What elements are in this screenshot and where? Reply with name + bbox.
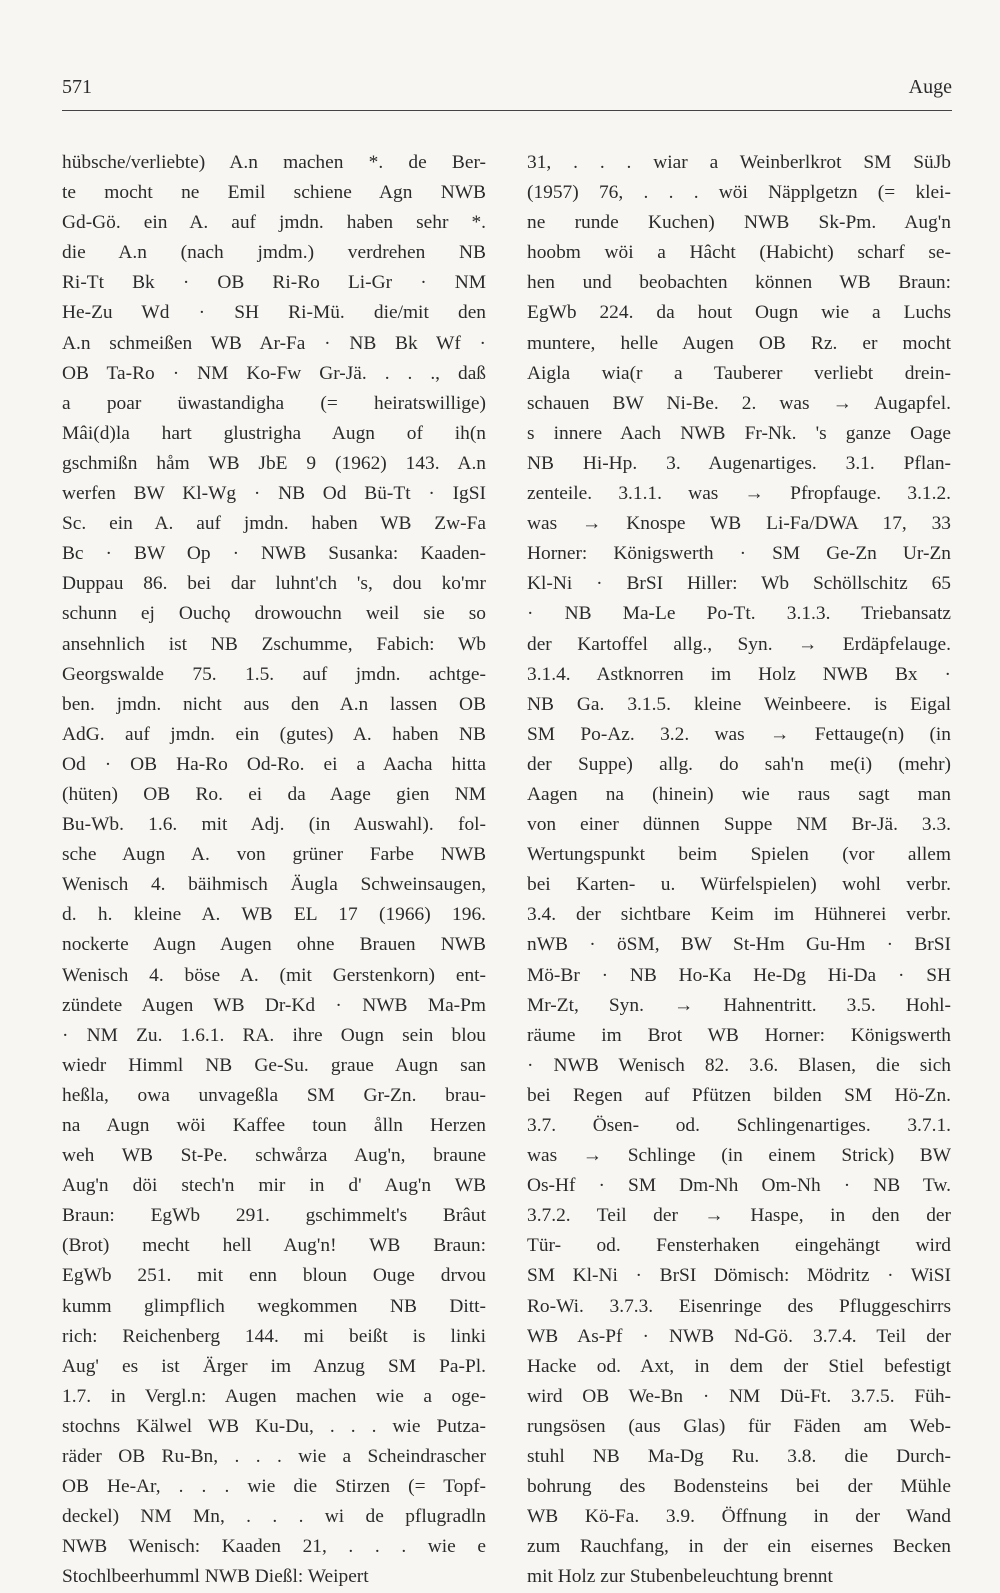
text-line: (1957) 76, . . . wöi Näpplgetzn (= klei- (527, 182, 951, 204)
text-line: wiedr Himml NB Ge-Su. graue Augn san (62, 1054, 486, 1076)
text-line: Os-Hf · SM Dm-Nh Om-Nh · NB Tw. (527, 1175, 951, 1197)
text-line: Hacke od. Axt, in dem der Stiel befestigt (527, 1355, 951, 1377)
text-line: Wertungspunkt beim Spielen (vor allem (527, 844, 951, 866)
text-line: Gd-Gö. ein A. auf jmdn. haben sehr *. (62, 212, 486, 234)
text-line: 31, . . . wiar a Weinberlkrot SM SüJb (527, 152, 951, 173)
text-line: sche Augn A. von grüner Farbe NWB (62, 844, 486, 866)
text-line: muntere, helle Augen OB Rz. er mocht (527, 332, 951, 354)
header-rule (62, 110, 952, 111)
text-line: NB Ga. 3.1.5. kleine Weinbeere. is Eigal (527, 693, 951, 715)
text-line: kumm glimpflich wegkommen NB Ditt- (62, 1295, 486, 1317)
text-line: zündete Augen WB Dr-Kd · NWB Ma-Pm (62, 994, 486, 1016)
text-line: räume im Brot WB Horner: Königswerth (527, 1024, 951, 1046)
text-line: nockerte Augn Augen ohne Brauen NWB (62, 934, 486, 956)
text-line: Sc. ein A. auf jmdn. haben WB Zw-Fa (62, 513, 486, 535)
text-line: Od · OB Ha-Ro Od-Ro. ei a Aacha hitta (62, 753, 486, 775)
text-line: Ro-Wi. 3.7.3. Eisenringe des Pfluggeschirrs (527, 1295, 951, 1317)
text-line: 1.7. in Vergl.n: Augen machen wie a oge- (62, 1385, 486, 1407)
text-line: Braun: EgWb 291. gschimmelt's Brâut (62, 1205, 486, 1227)
text-line: Aug' es ist Ärger im Anzug SM Pa-Pl. (62, 1355, 486, 1377)
text-line: (hüten) OB Ro. ei da Aage gien NM (62, 783, 486, 805)
text-line: SM Kl-Ni · BrSI Dömisch: Mödritz · WiSI (527, 1265, 951, 1287)
text-line: SM Po-Az. 3.2. was → Fettauge(n) (in (527, 723, 951, 745)
text-line: bei Regen auf Pfützen bilden SM Hö-Zn. (527, 1084, 951, 1106)
text-line: mit Holz zur Stubenbeleuchtung brennt (527, 1566, 833, 1588)
text-line: 3.1.4. Astknorren im Holz NWB Bx · (527, 663, 951, 685)
text-line: Tür- od. Fensterhaken eingehängt wird (527, 1235, 951, 1257)
text-line: a poar üwastandigha (= heiratswillige) (62, 392, 486, 414)
text-line: hen und beobachten können WB Braun: (527, 272, 951, 294)
text-line: NB Hi-Hp. 3. Augenartiges. 3.1. Pflan- (527, 452, 951, 474)
text-line: Georgswalde 75. 1.5. auf jmdn. achtge- (62, 663, 486, 685)
text-line: rich: Reichenberg 144. mi beißt is linki (62, 1325, 486, 1347)
text-line: ben. jmdn. nicht aus den A.n lassen OB (62, 693, 486, 715)
text-line: WB Kö-Fa. 3.9. Öffnung in der Wand (527, 1506, 951, 1528)
text-line: deckel) NM Mn, . . . wi de pflugradln (62, 1506, 486, 1528)
text-line: stuhl NB Ma-Dg Ru. 3.8. die Durch- (527, 1446, 951, 1468)
text-line: stochns Kälwel WB Ku-Du, . . . wie Putza- (62, 1415, 486, 1437)
text-line: ne runde Kuchen) NWB Sk-Pm. Aug'n (527, 212, 951, 234)
text-line: wird OB We-Bn · NM Dü-Ft. 3.7.5. Füh- (527, 1385, 951, 1407)
text-line: was → Knospe WB Li-Fa/DWA 17, 33 (527, 513, 951, 535)
text-line: AdG. auf jmdn. ein (gutes) A. haben NB (62, 723, 486, 745)
text-line: A.n schmeißen WB Ar-Fa · NB Bk Wf · (62, 332, 486, 354)
text-line: Aigla wia(r a Tauberer verliebt drein- (527, 362, 951, 384)
text-line: zenteile. 3.1.1. was → Pfropfauge. 3.1.2. (527, 483, 951, 505)
text-line: NWB Wenisch: Kaaden 21, . . . wie e (62, 1536, 486, 1558)
text-line: werfen BW Kl-Wg · NB Od Bü-Tt · IgSI (62, 483, 486, 505)
text-line: Mâi(d)la hart glustrigha Augn of ih(n (62, 422, 486, 444)
text-line: Mö-Br · NB Ho-Ka He-Dg Hi-Da · SH (527, 964, 951, 986)
text-line: EgWb 224. da hout Ougn wie a Luchs (527, 302, 951, 324)
text-line: Aug'n döi stech'n mir in d' Aug'n WB (62, 1175, 486, 1197)
text-line: der Kartoffel allg., Syn. → Erdäpfelauge. (527, 633, 951, 655)
text-line: Ri-Tt Bk · OB Ri-Ro Li-Gr · NM (62, 272, 486, 294)
text-line: Kl-Ni · BrSI Hiller: Wb Schöllschitz 65 (527, 573, 951, 595)
text-line: rungsösen (aus Glas) für Fäden am Web- (527, 1415, 951, 1437)
text-line: 3.7.2. Teil der → Haspe, in den der (527, 1205, 951, 1227)
text-line: ansehnlich ist NB Zschumme, Fabich: Wb (62, 633, 486, 655)
right-column (527, 148, 951, 1593)
text-line: Horner: Königswerth · SM Ge-Zn Ur-Zn (527, 543, 951, 565)
running-headword: Auge (908, 76, 952, 98)
text-line: räder OB Ru-Bn, . . . wie a Scheindrascher (62, 1446, 486, 1468)
text-line: · NWB Wenisch 82. 3.6. Blasen, die sich (527, 1054, 951, 1076)
text-line: He-Zu Wd · SH Ri-Mü. die/mit den (62, 302, 486, 324)
text-line: Mr-Zt, Syn. → Hahnentritt. 3.5. Hohl- (527, 994, 951, 1016)
text-line: heßla, owa unvageßla SM Gr-Zn. brau- (62, 1084, 486, 1106)
text-line: von einer dünnen Suppe NM Br-Jä. 3.3. (527, 814, 951, 836)
text-line: hübsche/verliebte) A.n machen *. de Ber- (62, 152, 486, 173)
text-line: WB As-Pf · NWB Nd-Gö. 3.7.4. Teil der (527, 1325, 951, 1347)
text-line: OB Ta-Ro · NM Ko-Fw Gr-Jä. . . ., daß (62, 362, 486, 384)
text-line: Bc · BW Op · NWB Susanka: Kaaden- (62, 543, 486, 565)
text-line: na Augn wöi Kaffee toun ålln Herzen (62, 1115, 486, 1136)
left-column (62, 148, 486, 1593)
text-line: d. h. kleine A. WB EL 17 (1966) 196. (62, 904, 486, 926)
text-line: hoobm wöi a Hâcht (Habicht) scharf se- (527, 242, 951, 264)
text-line: Wenisch 4. böse A. (mit Gerstenkorn) ent- (62, 964, 486, 986)
text-line: bohrung des Bodensteins bei der Mühle (527, 1476, 951, 1498)
text-line: 3.4. der sichtbare Keim im Hühnerei verbr. (527, 904, 951, 926)
text-line: Bu-Wb. 1.6. mit Adj. (in Auswahl). fol- (62, 814, 486, 836)
text-line: s innere Aach NWB Fr-Nk. 's ganze Oage (527, 422, 951, 444)
text-line: nWB · öSM, BW St-Hm Gu-Hm · BrSI (527, 934, 951, 956)
text-line: (Brot) mecht hell Aug'n! WB Braun: (62, 1235, 486, 1257)
running-header (62, 76, 952, 110)
page-number: 571 (62, 76, 92, 98)
text-line: EgWb 251. mit enn bloun Ouge drvou (62, 1265, 486, 1287)
text-line: zum Rauchfang, in der ein eisernes Becken (527, 1536, 951, 1558)
text-line: die A.n (nach jmdm.) verdrehen NB (62, 242, 486, 264)
text-line: weh WB St-Pe. schwårza Aug'n, braune (62, 1145, 486, 1167)
text-line: · NB Ma-Le Po-Tt. 3.1.3. Triebansatz (527, 603, 951, 625)
text-line: was → Schlinge (in einem Strick) BW (527, 1145, 951, 1167)
text-line: Aagen na (hinein) wie raus sagt man (527, 783, 951, 805)
text-line: Stochlbeerhumml NWB Dießl: Weipert (62, 1566, 369, 1588)
text-line: schauen BW Ni-Be. 2. was → Augapfel. (527, 392, 951, 414)
text-line: te mocht ne Emil schiene Agn NWB (62, 182, 486, 204)
text-line: Duppau 86. bei dar luhnt'ch 's, dou ko'mr (62, 573, 486, 595)
text-line: 3.7. Ösen- od. Schlingenartiges. 3.7.1. (527, 1115, 951, 1136)
text-line: schunn ej Ouchǫ drowouchn weil sie so (62, 603, 486, 625)
text-line: · NM Zu. 1.6.1. RA. ihre Ougn sein blou (62, 1024, 486, 1046)
text-line: der Suppe) allg. do sah'n me(i) (mehr) (527, 753, 951, 775)
text-line: Wenisch 4. bäihmisch Äugla Schweinsaugen, (62, 874, 486, 896)
text-line: gschmißn håm WB JbE 9 (1962) 143. A.n (62, 452, 486, 474)
text-line: OB He-Ar, . . . wie die Stirzen (= Topf- (62, 1476, 486, 1498)
text-line: bei Karten- u. Würfelspielen) wohl verbr. (527, 874, 951, 896)
